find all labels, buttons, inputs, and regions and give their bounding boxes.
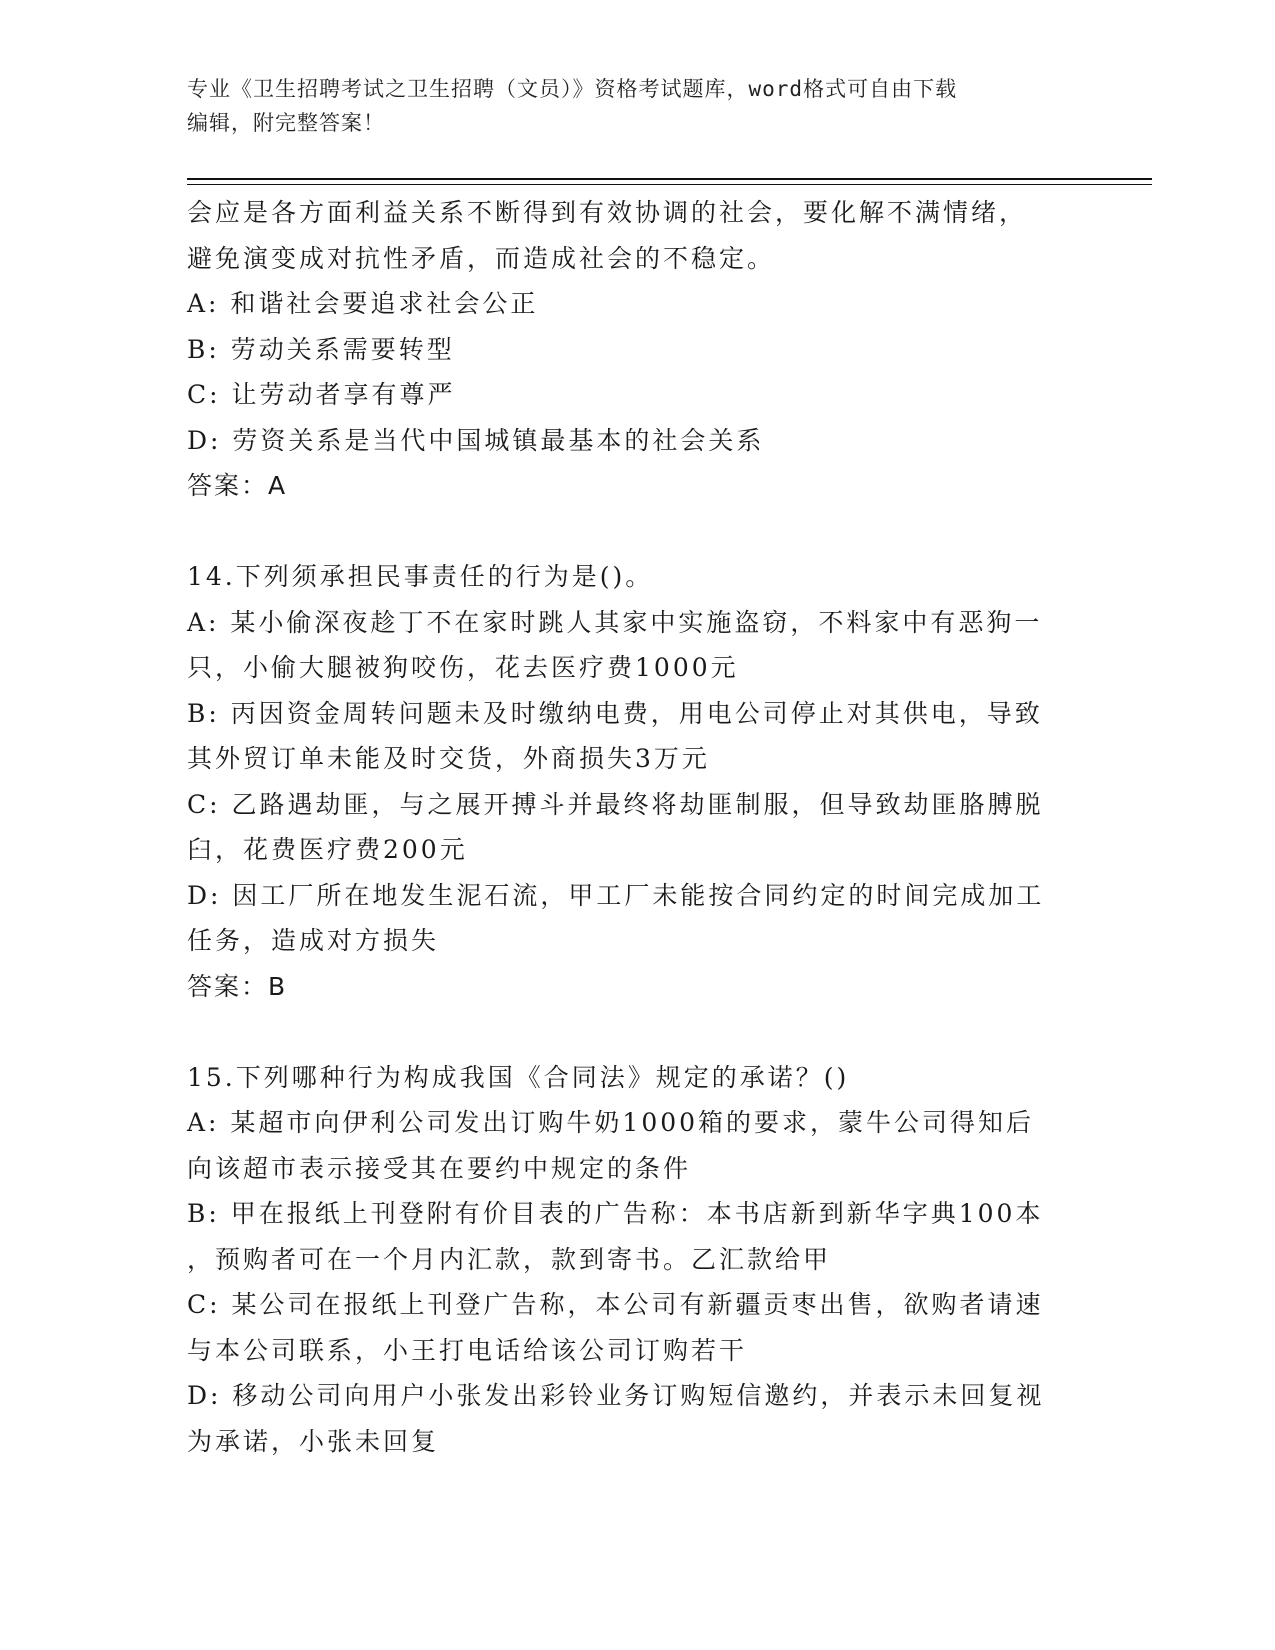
question-stem-line: 会应是各方面利益关系不断得到有效协调的社会，要化解不满情绪， bbox=[187, 198, 1028, 227]
option-c-continued: 与本公司联系，小王打电话给该公司订购若干 bbox=[187, 1335, 748, 1365]
option-d: D: 劳资关系是当代中国城镇最基本的社会关系 bbox=[187, 425, 765, 455]
option-b-continued: 其外贸订单未能及时交货，外商损失3万元 bbox=[187, 744, 710, 773]
header-title-line2: 编辑，附完整答案！ bbox=[187, 111, 385, 135]
question-stem-line: 避免演变成对抗性矛盾，而造成社会的不稳定。 bbox=[187, 243, 776, 273]
answer-label: 答案：B bbox=[187, 971, 288, 1001]
option-b: B: 甲在报纸上刊登附有价目表的广告称：本书店新到新华字典100本 bbox=[187, 1199, 1044, 1228]
option-a: A: 某超市向伊利公司发出订购牛奶1000箱的要求，蒙牛公司得知后 bbox=[187, 1108, 1035, 1137]
document-header bbox=[187, 72, 1087, 140]
option-d: D: 移动公司向用户小张发出彩铃业务订购短信邀约，并表示未回复视 bbox=[187, 1381, 1045, 1410]
spacer bbox=[187, 1009, 1087, 1055]
header-title-line1: 专业《卫生招聘考试之卫生招聘（文员）》资格考试题库，word格式可自由下载 bbox=[187, 77, 958, 101]
option-b: B: 丙因资金周转问题未及时缴纳电费，用电公司停止对其供电，导致 bbox=[187, 698, 1043, 728]
option-d: D: 因工厂所在地发生泥石流，甲工厂未能按合同约定的时间完成加工 bbox=[187, 880, 1045, 910]
option-b-continued: ，预购者可在一个月内汇款，款到寄书。乙汇款给甲 bbox=[187, 1244, 832, 1274]
question-13 bbox=[187, 190, 1087, 509]
header-divider-thick bbox=[187, 178, 1152, 180]
question-stem: 15.下列哪种行为构成我国《合同法》规定的承诺？() bbox=[187, 1062, 850, 1092]
option-a-continued: 向该超市表示接受其在要约中规定的条件 bbox=[187, 1153, 692, 1183]
question-14 bbox=[187, 554, 1087, 1009]
option-a: A: 某小偷深夜趁丁不在家时跳人其家中实施盗窃，不料家中有恶狗一 bbox=[187, 607, 1043, 637]
option-d-continued: 任务，造成对方损失 bbox=[187, 926, 440, 955]
option-a-continued: 只，小偷大腿被狗咬伤，花去医疗费1000元 bbox=[187, 653, 739, 682]
option-c: C: 某公司在报纸上刊登广告称，本公司有新疆贡枣出售，欲购者请速 bbox=[187, 1290, 1044, 1319]
question-15 bbox=[187, 1055, 1087, 1465]
question-stem: 14.下列须承担民事责任的行为是()。 bbox=[187, 562, 654, 591]
question-content bbox=[187, 190, 1087, 1464]
option-c-continued: 臼，花费医疗费200元 bbox=[187, 835, 468, 864]
option-a: A: 和谐社会要追求社会公正 bbox=[187, 289, 539, 318]
option-d-continued: 为承诺，小张未回复 bbox=[187, 1426, 440, 1456]
spacer bbox=[187, 509, 1087, 555]
option-c: C: 乙路遇劫匪，与之展开搏斗并最终将劫匪制服，但导致劫匪胳膊脱 bbox=[187, 789, 1044, 819]
header-divider-thin bbox=[187, 184, 1152, 185]
option-c: C: 让劳动者享有尊严 bbox=[187, 380, 456, 409]
answer-label: 答案：A bbox=[187, 471, 288, 500]
option-b: B: 劳动关系需要转型 bbox=[187, 334, 455, 364]
